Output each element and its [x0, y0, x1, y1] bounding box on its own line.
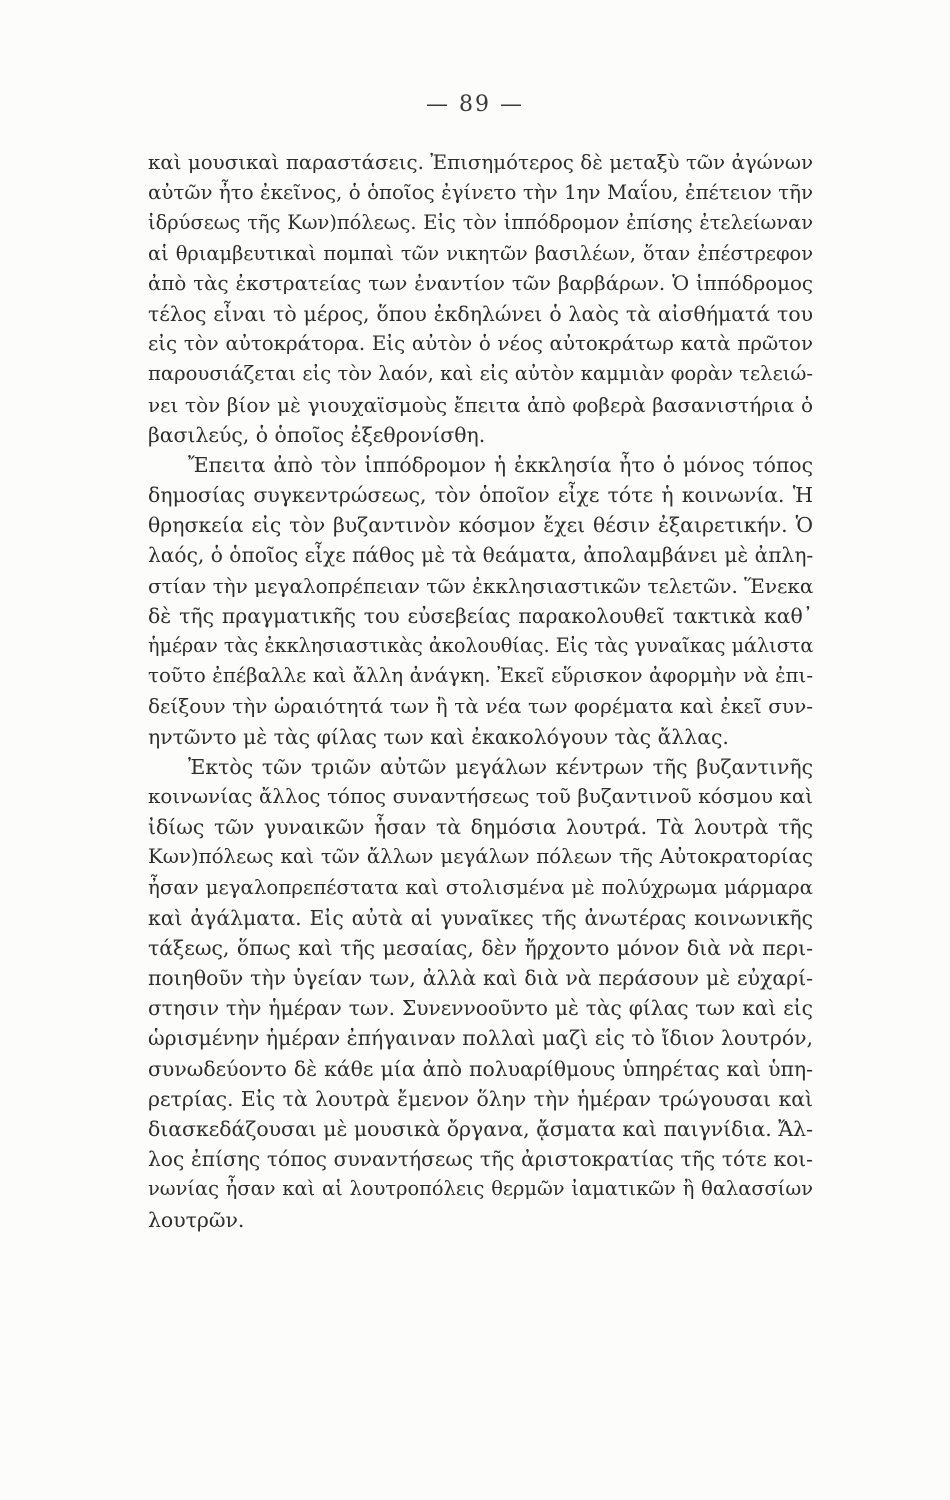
- text-line: ἱδρύσεως τῆς Κων)πόλεως. Εἰς τὸν ἱππόδρομον ἐπίσης ἐτελείωναν: [148, 211, 813, 235]
- text-line: δείξουν τὴν ὡραιότητά των ἢ τὰ νέα των φορέματα καὶ ἐκεῖ συν-: [148, 694, 813, 719]
- text-line: παρουσιάζεται εἰς τὸν λαόν, καὶ εἰς αὐτὸν καμμιὰν φορὰν τελειώ-: [148, 362, 813, 386]
- text-line: ποιηθοῦν τὴν ὑγείαν των, ἀλλὰ καὶ διὰ νὰ περάσουν μὲ εὐχαρί-: [148, 966, 813, 991]
- text-line: λουτρῶν.: [148, 1207, 245, 1232]
- text-line: λαός, ὁ ὁποῖος εἶχε πάθος μὲ τὰ θεάματα, ἀπολαμβάνει μὲ ἀπλη-: [148, 543, 814, 568]
- text-line: διασκεδάζουσαι μὲ μουσικὰ ὄργανα, ᾄσματα καὶ παιγνίδια. Ἄλ-: [148, 1117, 813, 1141]
- text-line: λος ἐπίσης τόπος συναντήσεως τῆς ἀριστοκρατίας τῆς τότε κοι-: [148, 1147, 813, 1172]
- text-line: εἰς τὸν αὐτοκράτορα. Εἰς αὐτὸν ὁ νέος αὐτοκράτωρ κατὰ πρῶτον: [148, 332, 813, 356]
- body-text: [148, 148, 813, 1235]
- text-line: βασιλεύς, ὁ ὁποῖος ἐξεθρονίσθη.: [148, 422, 486, 447]
- text-line: νωνίας ἦσαν καὶ αἱ λουτροπόλεις θερμῶν ἰαματικῶν ἢ θαλασσίων: [148, 1177, 813, 1201]
- text-line: στίαν τὴν μεγαλοπρέπειαν τῶν ἐκκλησιαστικῶν τελετῶν. Ἕνεκα: [148, 573, 814, 598]
- text-line: τάξεως, ὅπως καὶ τῆς μεσαίας, δὲν ἤρχοντο μόνον διὰ νὰ περι-: [148, 935, 813, 960]
- text-line: συνωδεύοντο δὲ κάθε μία ἀπὸ πολυαρίθμους ὑπηρέτας καὶ ὑπη-: [148, 1056, 813, 1081]
- text-line: δὲ τῆς πραγματικῆς του εὐσεβείας παρακολουθεῖ τακτικὰ καθ᾿: [148, 603, 813, 628]
- text-line: νει τὸν βίον μὲ γιουχαϊσμοὺς ἔπειτα ἀπὸ φοβερὰ βασανιστήρια ὁ: [148, 392, 813, 417]
- text-line: δημοσίας συγκεντρώσεως, τὸν ὁποῖον εἶχε τότε ἡ κοινωνία. Ἡ: [148, 483, 813, 508]
- text-line: Ἐκτὸς τῶν τριῶν αὐτῶν μεγάλων κέντρων τῆς βυζαντινῆς: [188, 754, 813, 779]
- text-line: καὶ μουσικαὶ παραστάσεις. Ἐπισημότερος δὲ μεταξὺ τῶν ἀγώνων: [148, 151, 813, 174]
- text-line: αἱ θριαμβευτικαὶ πομπαὶ τῶν νικητῶν βασιλέων, ὅταν ἐπέστρεφον: [148, 241, 813, 265]
- text-line: αὐτῶν ἦτο ἐκεῖνος, ὁ ὁποῖος ἐγίνετο τὴν 1ην Μαΐου, ἐπέτειον τῆν: [148, 181, 813, 205]
- text-line: τοῦτο ἐπέβαλλε καὶ ἄλλη ἀνάγκη. Ἐκεῖ εὕρισκον ἀφορμὴν νὰ ἐπι-: [148, 664, 813, 688]
- text-line: Κων)πόλεως καὶ τῶν ἄλλων μεγάλων πόλεων τῆς Αὐτοκρατορίας: [148, 845, 813, 869]
- text-line: τέλος εἶναι τὸ μέρος, ὅπου ἐκδηλώνει ὁ λαὸς τὰ αἰσθήματά του: [148, 301, 813, 326]
- text-line: στησιν τὴν ἡμέραν των. Συνεννοοῦντο μὲ τὰς φίλας των καὶ εἰς: [148, 996, 813, 1021]
- text-line: ρετρίας. Εἰς τὰ λουτρὰ ἔμενον ὅλην τὴν ἡμέραν τρώγουσαι καὶ: [148, 1086, 813, 1111]
- text-line: ηντῶντο μὲ τὰς φίλας των καὶ ἐκακολόγουν τὰς ἄλλας.: [148, 724, 729, 749]
- text-line: ἀπὸ τὰς ἐκστρατείας των ἐναντίον τῶν βαρβάρων. Ὁ ἱππόδρομος: [148, 271, 813, 295]
- text-line: κοινωνίας ἄλλος τόπος συναντήσεως τοῦ βυζαντινοῦ κόσμου καὶ: [148, 784, 813, 808]
- text-line: καὶ ἀγάλματα. Εἰς αὐτὰ αἱ γυναῖκες τῆς ἀνωτέρας κοινωνικῆς: [148, 905, 813, 930]
- text-line: ὡρισμένην ἡμέραν ἐπήγαιναν πολλαὶ μαζὶ εἰς τὸ ἴδιον λουτρόν,: [148, 1026, 813, 1051]
- page-number: — 89 —: [426, 92, 524, 117]
- text-line: ἡμέραν τὰς ἐκκλησιαστικὰς ἀκολουθίας. Εἰς τὰς γυναῖκας μάλιστα: [148, 634, 814, 657]
- text-line: ἦσαν μεγαλοπρεπέστατα καὶ στολισμένα μὲ πολύχρωμα μάρμαρα: [148, 875, 813, 899]
- text-line: θρησκεία εἰς τὸν βυζαντινὸν κόσμον ἔχει θέσιν ἐξαιρετικήν. Ὁ: [148, 513, 813, 538]
- text-line: ἰδίως τῶν γυναικῶν ἦσαν τὰ δημόσια λουτρά. Τὰ λουτρὰ τῆς: [148, 815, 813, 840]
- text-line: Ἔπειτα ἀπὸ τὸν ἱππόδρομον ἡ ἐκκλησία ἦτο ὁ μόνος τόπος: [188, 452, 813, 477]
